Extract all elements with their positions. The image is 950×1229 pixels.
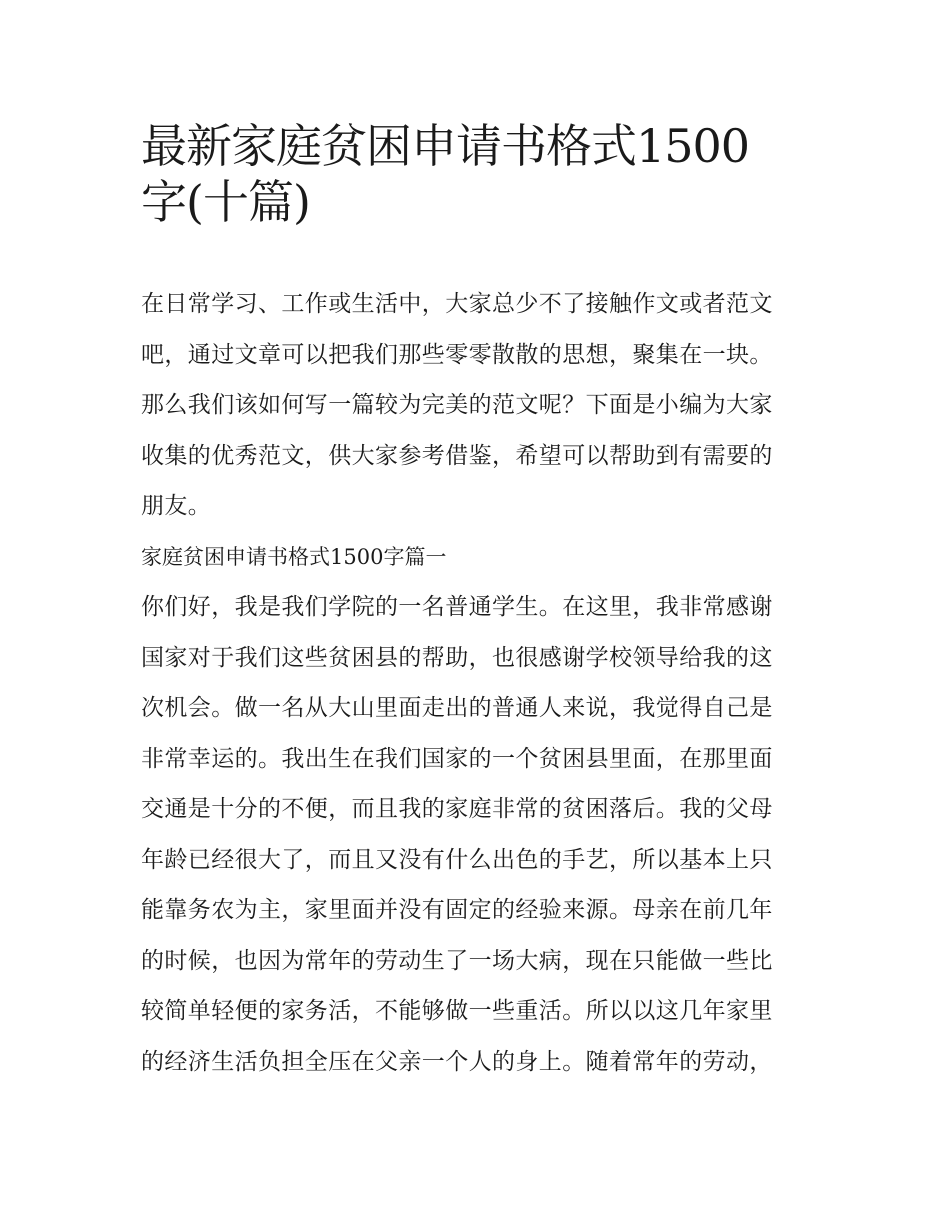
section-paragraph-line: 次机会。做一名从大山里面走出的普通人来说，我觉得自己是 xyxy=(141,695,773,721)
section-paragraph-line: 能靠务农为主，家里面并没有固定的经验来源。母亲在前几年 xyxy=(141,897,773,923)
intro-paragraph-line: 吧，通过文章可以把我们那些零零散散的思想，聚集在一块。 xyxy=(141,341,773,368)
section-paragraph-line: 交通是十分的不便，而且我的家庭非常的贫困落后。我的父母 xyxy=(141,796,773,822)
intro-paragraph-line: 朋友。 xyxy=(141,493,212,519)
title-line: 最新家庭贫困申请书格式1500 xyxy=(141,119,750,173)
section-paragraph-line: 的经济生活负担全压在父亲一个人的身上。随着常年的劳动， xyxy=(141,1048,773,1075)
section-paragraph-line: 国家对于我们这些贫困县的帮助，也很感谢学校领导给我的这 xyxy=(141,644,773,671)
section-paragraph-line: 非常幸运的。我出生在我们国家的一个贫困县里面，在那里面 xyxy=(141,745,773,772)
intro-paragraph-line: 那么我们该如何写一篇较为完美的范文呢？下面是小编为大家 xyxy=(141,392,773,418)
section-paragraph-line: 的时候，也因为常年的劳动生了一场大病，现在只能做一些比 xyxy=(141,947,773,974)
intro-paragraph-line: 在日常学习、工作或生活中，大家总少不了接触作文或者范文 xyxy=(141,291,773,317)
section-paragraph-line: 年龄已经很大了，而且又没有什么出色的手艺，所以基本上只 xyxy=(141,846,773,873)
section-heading: 家庭贫困申请书格式1500字篇一 xyxy=(141,544,447,569)
intro-paragraph-line: 收集的优秀范文，供大家参考借鉴，希望可以帮助到有需要的 xyxy=(141,442,773,469)
document-title xyxy=(141,118,821,230)
section-paragraph-line: 较简单轻便的家务活，不能够做一些重活。所以以这几年家里 xyxy=(141,998,773,1024)
title-line: 字(十篇) xyxy=(141,175,310,229)
document-body xyxy=(141,279,831,1087)
section-paragraph-line: 你们好，我是我们学院的一名普通学生。在这里，我非常感谢 xyxy=(141,594,773,620)
